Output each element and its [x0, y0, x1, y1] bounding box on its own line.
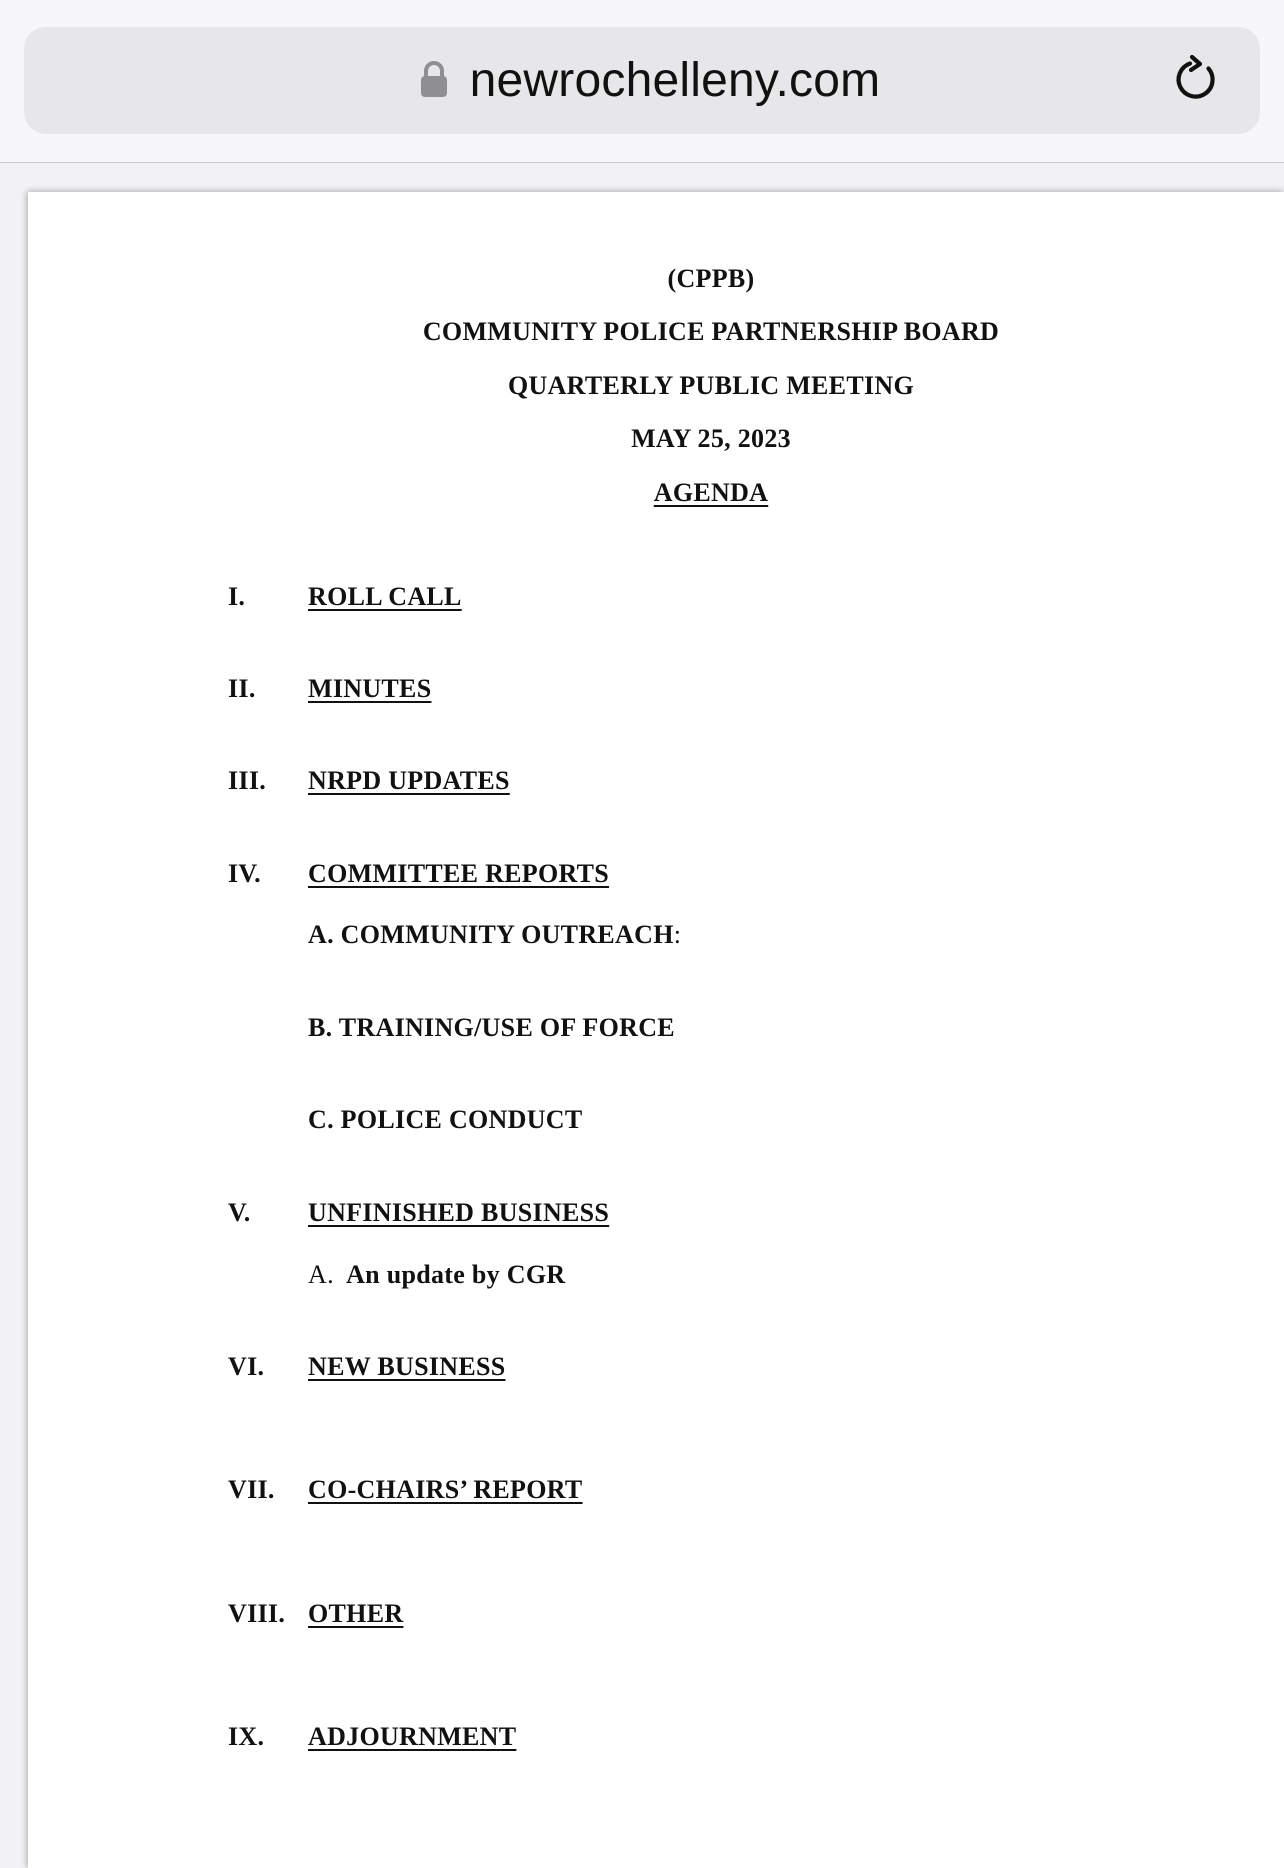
document-page: [28, 192, 1284, 1868]
committee-report-b: B. TRAINING/USE OF FORCE: [308, 1013, 675, 1042]
committee-report-a: [308, 920, 681, 950]
org-name: COMMUNITY POLICE PARTNERSHIP BOARD: [422, 317, 1000, 346]
unfinished-business-a-text: An update by CGR: [346, 1260, 566, 1289]
lock-icon: [420, 60, 448, 98]
meeting-type: QUARTERLY PUBLIC MEETING: [508, 371, 914, 400]
agenda-item-numeral: V.: [228, 1198, 251, 1227]
agenda-item-numeral: VI.: [228, 1352, 265, 1381]
agenda-item-numeral: II.: [228, 674, 256, 703]
agenda-item-title: ADJOURNMENT: [308, 1722, 517, 1751]
agenda-item-title: ROLL CALL: [308, 582, 462, 611]
agenda-item-numeral: IX.: [228, 1722, 265, 1751]
committee-report-a-text: A. COMMUNITY OUTREACH: [308, 920, 674, 949]
agenda-item-numeral: IV.: [228, 859, 261, 888]
unfinished-business-a: [308, 1260, 565, 1290]
reload-icon[interactable]: [1170, 54, 1222, 106]
agenda-heading: AGENDA: [653, 478, 769, 507]
unfinished-business-a-letter: A.: [308, 1260, 334, 1289]
agenda-item-numeral: III.: [228, 766, 267, 795]
agenda-item-title: OTHER: [308, 1599, 404, 1628]
agenda-item-title: NRPD UPDATES: [308, 766, 510, 795]
agenda-item-title: COMMITTEE REPORTS: [308, 859, 610, 888]
address-bar-content: [24, 27, 1260, 134]
agenda-item-numeral: I.: [228, 582, 246, 611]
agenda-item-title: MINUTES: [308, 674, 432, 703]
agenda-item-title: UNFINISHED BUSINESS: [308, 1198, 610, 1227]
url-text: newrochelleny.com: [469, 54, 881, 107]
agenda-item-numeral: VIII.: [228, 1599, 286, 1628]
browser-toolbar: [0, 0, 1284, 163]
agenda-item-title: CO-CHAIRS’ REPORT: [308, 1475, 583, 1504]
committee-report-a-colon: :: [673, 920, 682, 949]
committee-report-c: C. POLICE CONDUCT: [308, 1105, 583, 1134]
org-acronym: (CPPB): [667, 264, 755, 293]
agenda-item-numeral: VII.: [228, 1475, 275, 1504]
agenda-item-title: NEW BUSINESS: [308, 1352, 506, 1381]
meeting-date: MAY 25, 2023: [631, 424, 791, 453]
address-bar[interactable]: [24, 27, 1260, 134]
